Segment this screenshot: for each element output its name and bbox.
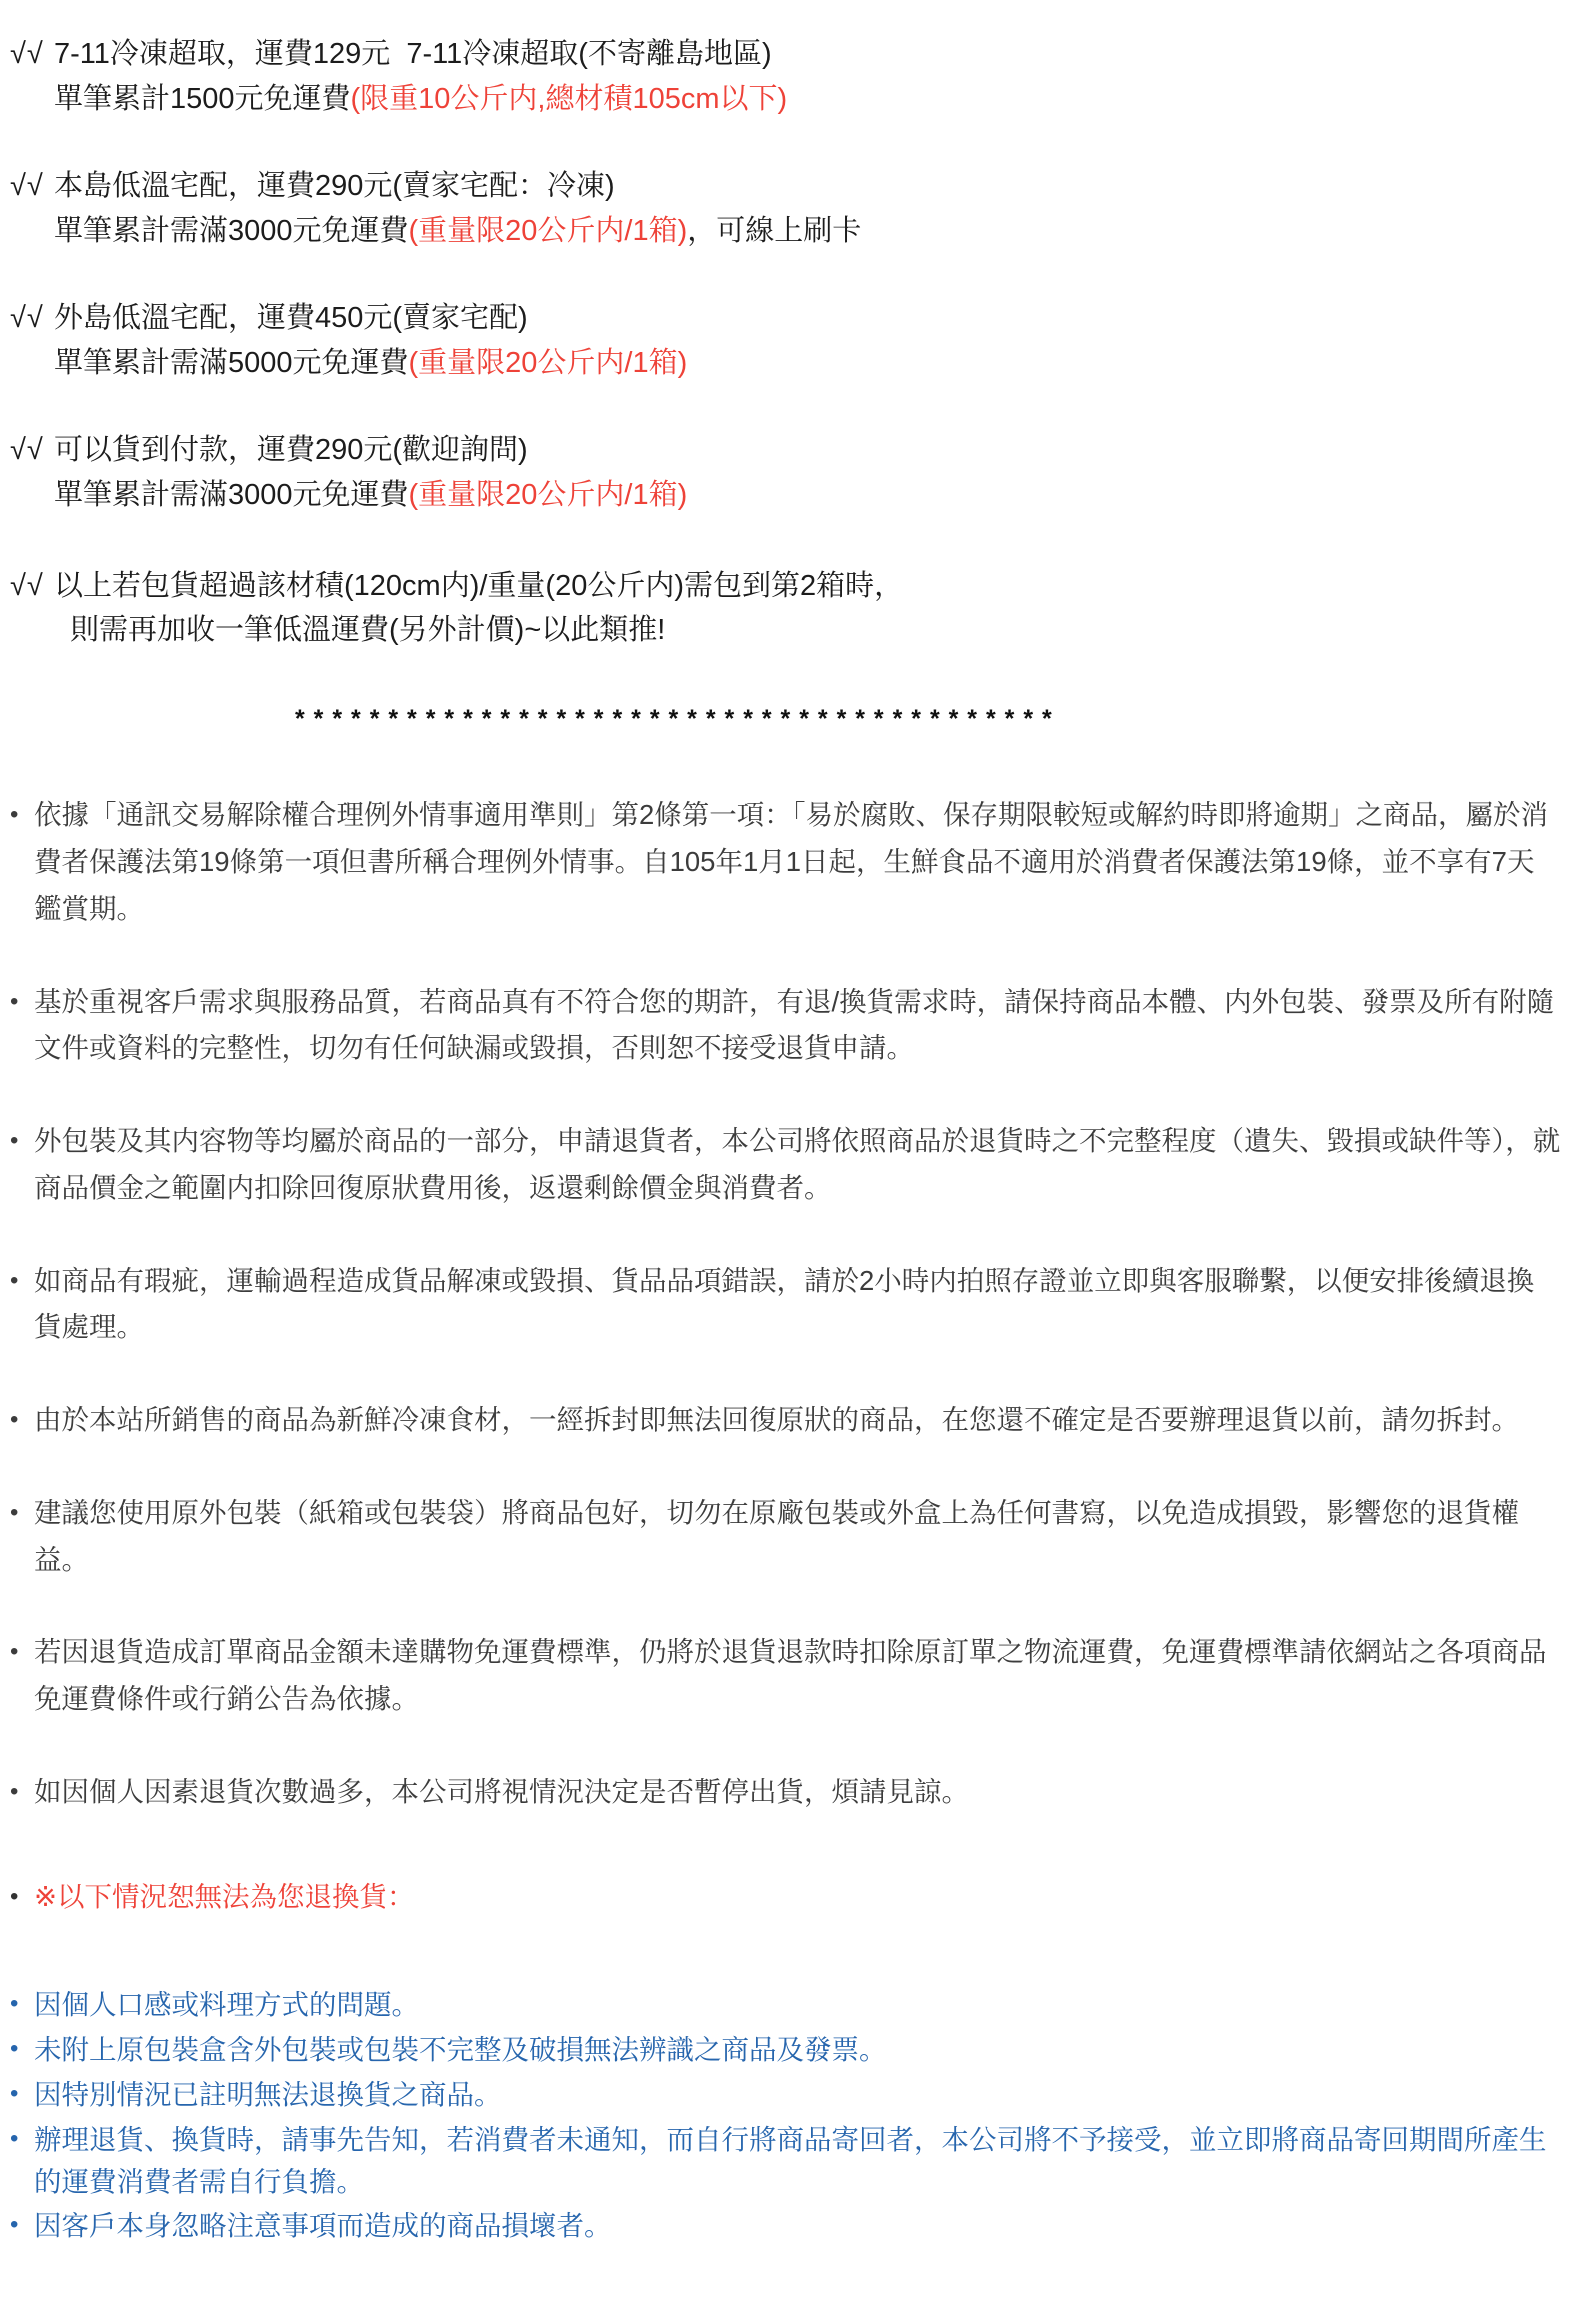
bullet-icon: • — [10, 801, 19, 829]
condition-text: 因客戶本身忽略注意事項而造成的商品損壞者。 — [34, 2210, 612, 2242]
policy-item — [10, 1769, 1561, 1816]
shipping-item-title: 可以貨到付款，運費290元(歡迎詢問) — [54, 433, 528, 466]
detail-text: 單筆累計需滿3000元免運費 — [54, 214, 409, 247]
no-return-conditions-list — [10, 1984, 1561, 2247]
return-policy-section — [10, 792, 1561, 1920]
double-check-icon: √√ — [10, 301, 44, 334]
bullet-icon: • — [10, 2035, 19, 2063]
condition-text: 未附上原包裝盒含外包裝或包裝不完整及破損無法辨識之商品及發票。 — [34, 2034, 887, 2066]
shipping-extra-box-note — [10, 564, 1561, 654]
no-return-condition — [10, 2119, 1561, 2203]
double-check-icon: √√ — [10, 433, 44, 466]
shipping-item-detail — [10, 209, 1561, 254]
no-return-warning — [10, 1874, 1561, 1921]
no-return-condition — [10, 2205, 1561, 2247]
shipping-item-detail — [10, 341, 1561, 386]
detail-restriction-red: (重量限20公斤内/1箱) — [408, 478, 688, 511]
shipping-item-outer-island — [10, 296, 1561, 386]
policy-text: 由於本站所銷售的商品為新鮮冷凍食材，一經拆封即無法回復原狀的商品，在您還不確定是否要辦理退貨以前，請勿拆封。 — [34, 1404, 1519, 1436]
double-check-icon: √√ — [10, 569, 44, 602]
policy-text: 若因退貨造成訂單商品金額未達購物免運費標準，仍將於退貨退款時扣除原訂單之物流運費，免運費標準請依網站之各項商品免運費條件或行銷公告為依據。 — [34, 1636, 1547, 1715]
condition-text: 辦理退貨、換貨時，請事先告知，若消費者未通知，而自行將商品寄回者，本公司將不予接受，並立即將商品寄回期間所產生的運費消費者需自行負擔。 — [34, 2123, 1547, 2197]
no-return-condition — [10, 1984, 1561, 2026]
policy-item — [10, 1258, 1561, 1352]
bullet-icon: • — [10, 1882, 19, 1910]
detail-text: 單筆累計需滿3000元免運費 — [54, 478, 409, 511]
policy-text: 外包裝及其内容物等均屬於商品的一部分，申請退貨者，本公司將依照商品於退貨時之不完整程度（遺失、毀損或缺件等），就商品價金之範圍内扣除回復原狀費用後，返還剩餘價金與消費者。 — [34, 1125, 1561, 1203]
detail-restriction-red: (重量限20公斤内/1箱) — [408, 346, 688, 379]
detail-text: 單筆累計需滿5000元免運費 — [54, 346, 409, 379]
detail-restriction-red: (重量限20公斤内/1箱) — [408, 214, 688, 247]
shipping-item-711 — [10, 32, 1561, 122]
bullet-icon: • — [10, 1498, 19, 1526]
condition-text: 因特別情況已註明無法退換貨之商品。 — [34, 2078, 502, 2110]
bullet-icon: • — [10, 1777, 19, 1805]
bullet-icon: • — [10, 1406, 19, 1434]
policy-text: 如因個人因素退貨次數過多，本公司將視情況決定是否暫停出貨，煩請見諒。 — [34, 1775, 969, 1807]
policy-item — [10, 1118, 1561, 1212]
note-line1: 以上若包貨超過該材積(120cm内)/重量(20公斤内)需包到第2箱時， — [54, 569, 904, 602]
policy-item — [10, 1490, 1561, 1584]
bullet-icon: • — [10, 1127, 19, 1155]
policy-item — [10, 979, 1561, 1073]
policy-text: 建議您使用原外包裝（紙箱或包裝袋）將商品包好，切勿在原廠包裝或外盒上為任何書寫，以免造成損毀，影響您的退貨權益。 — [34, 1496, 1519, 1575]
bullet-icon: • — [10, 2079, 19, 2107]
policy-item — [10, 1397, 1561, 1444]
warning-text: ※以下情況恕無法為您退換貨： — [34, 1880, 415, 1912]
shipping-item-title: 本島低溫宅配，運費290元(賣家宅配：冷凍) — [54, 169, 615, 202]
bullet-icon: • — [10, 1638, 19, 1666]
bullet-icon: • — [10, 987, 19, 1015]
shipping-section — [10, 32, 1561, 653]
shipping-item-detail — [10, 473, 1561, 518]
no-return-condition — [10, 2029, 1561, 2071]
no-return-condition — [10, 2074, 1561, 2116]
bullet-icon: • — [10, 1990, 19, 2018]
detail-restriction-red: (限重10公斤内,總材積105cm以下) — [350, 82, 788, 115]
policy-item — [10, 792, 1561, 932]
bullet-icon: • — [10, 1266, 19, 1294]
shipping-item-main-island — [10, 164, 1561, 254]
asterisk-separator: * * * * * * * * * * * * * * * * * * * * * * * * * * * * * * * * * * * * * * * * * — [295, 705, 1053, 734]
double-check-icon: √√ — [10, 38, 44, 70]
policy-text: 依據「通訊交易解除權合理例外情事適用準則」第2條第一項：「易於腐敗、保存期限較短或解約時即將逾期」之商品，屬於消費者保護法第19條第一項但書所稱合理例外情事。自105年1月1日起，生鮮食品不適用於消費者保護法第19條，並不享有7天鑑賞期。 — [34, 799, 1549, 924]
shipping-item-cod — [10, 428, 1561, 518]
double-check-icon: √√ — [10, 169, 44, 202]
detail-suffix: ，可線上刷卡 — [687, 214, 862, 247]
note-line2: 則需再加收一筆低溫運費(另外計價)~以此類推! — [70, 614, 666, 647]
shipping-item-title: 外島低溫宅配，運費450元(賣家宅配) — [54, 301, 528, 334]
policy-text: 基於重視客戶需求與服務品質，若商品真有不符合您的期許，有退/換貨需求時，請保持商品本體、内外包裝、發票及所有附隨文件或資料的完整性，切勿有任何缺漏或毀損，否則恕不接受退貨申請。 — [34, 985, 1555, 1064]
detail-text: 單筆累計1500元免運費 — [54, 82, 351, 115]
shipping-item-title: 7-11冷凍超取，運費129元 7-11冷凍超取(不寄離島地區) — [54, 38, 772, 70]
policy-text: 如商品有瑕疵，運輸過程造成貨品解凍或毀損、貨品品項錯誤，請於2小時内拍照存證並立即與客服聯繫，以便安排後續退換貨處理。 — [34, 1264, 1535, 1343]
condition-text: 因個人口感或料理方式的問題。 — [34, 1989, 419, 2021]
bullet-icon: • — [10, 2211, 19, 2239]
shipping-item-detail — [10, 77, 1561, 122]
policy-item — [10, 1629, 1561, 1723]
bullet-icon: • — [10, 2124, 19, 2152]
